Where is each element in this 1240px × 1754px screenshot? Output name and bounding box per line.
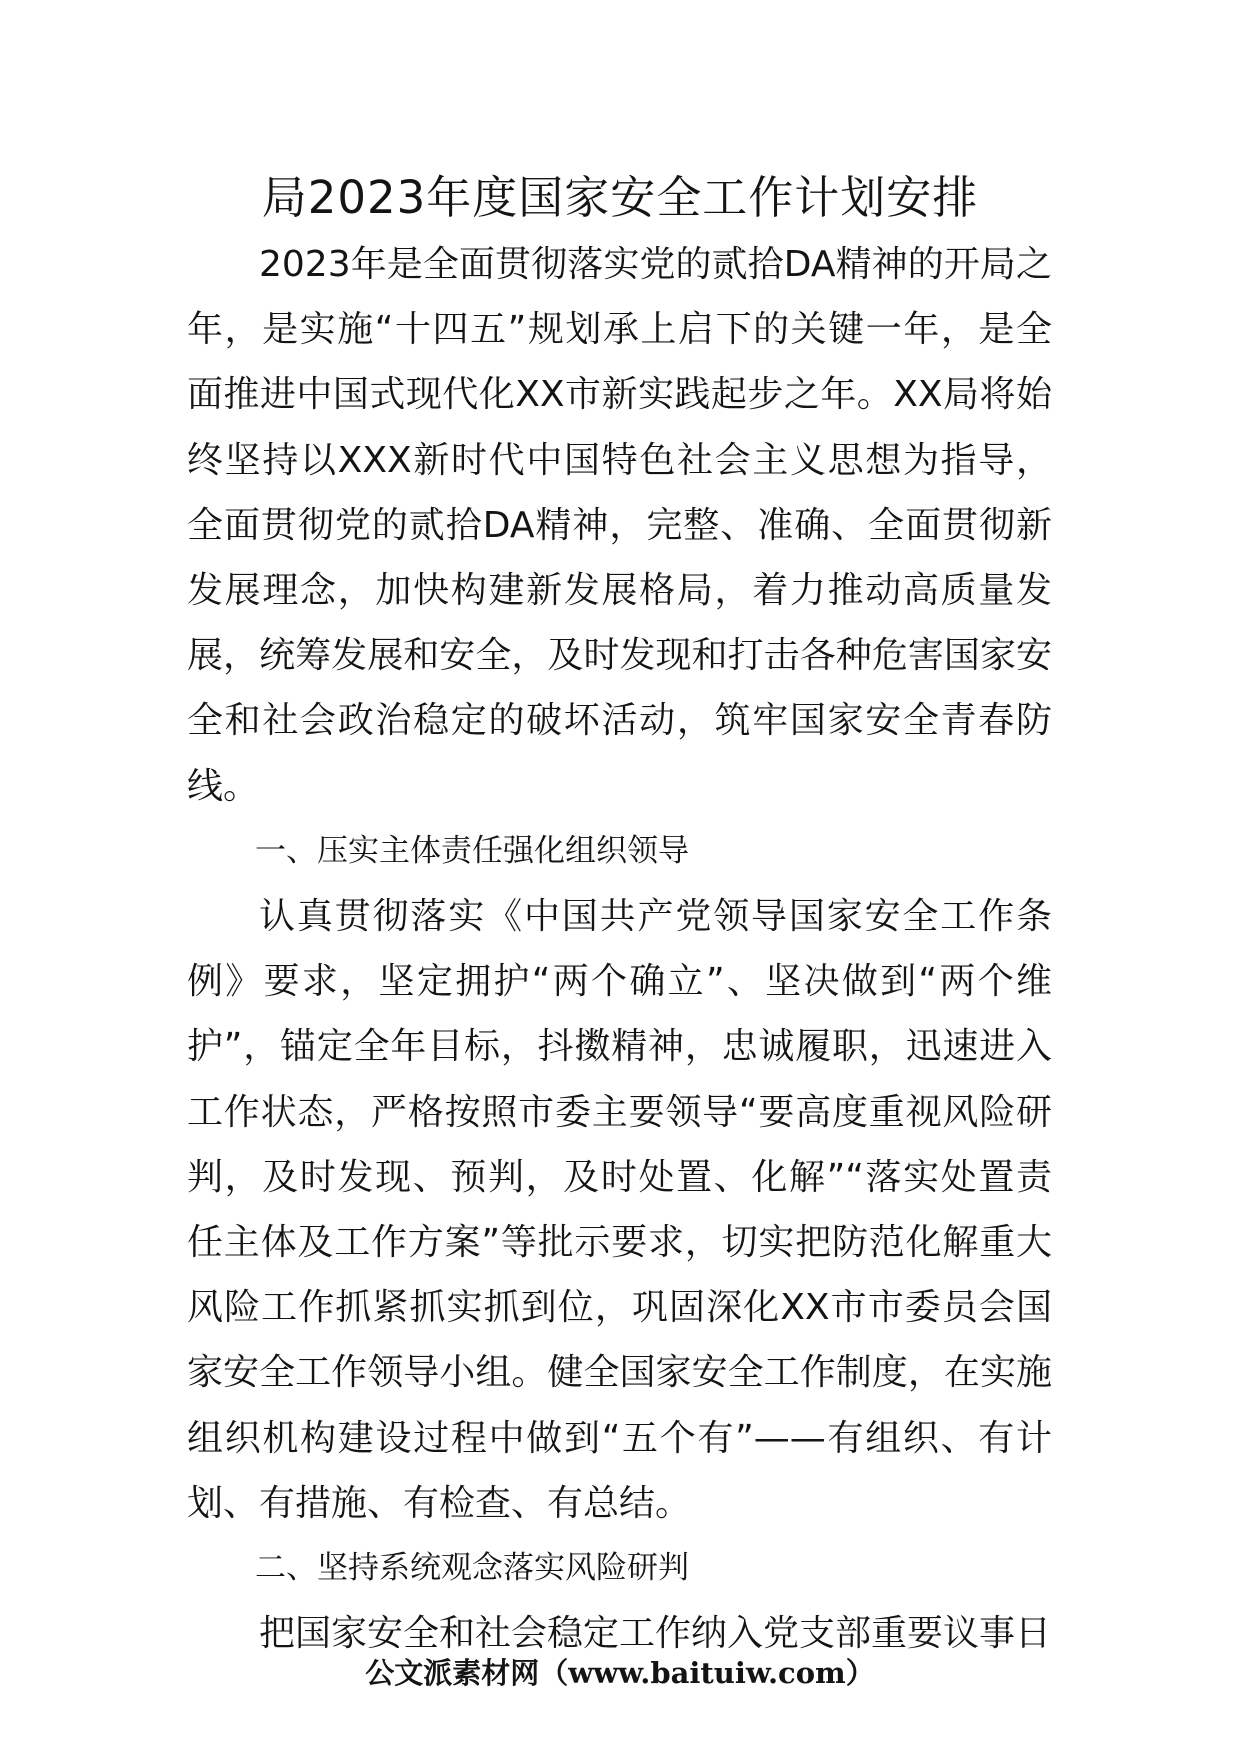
paragraph-intro: 2023年是全面贯彻落实党的贰拾DA精神的开局之年，是实施“十四五”规划承上启下的关键一年，是全面推进中国式现代化XX市新实践起步之年。XX局将始终坚持以XXX新时代中国特色社会主义思想为指导，全面贯彻党的贰拾DA精神，完整、准确、全面贯彻新发展理念，加快构建新发展格局，着力推动高质量发展，统筹发展和安全，及时发现和打击各种危害国家安全和社会政治稳定的破坏活动，筑牢国家安全青春防线。 — [187, 244, 1052, 807]
paragraph-section-2: 把国家安全和社会稳定工作纳入党支部重要议事日 — [259, 1613, 1052, 1655]
document-title: 局2023年度国家安全工作计划安排 — [261, 171, 979, 224]
section-heading-2: 二、坚持系统观念落实风险研判 — [255, 1550, 689, 1587]
paragraph-section-1: 认真贯彻落实《中国共产党领导国家安全工作条例》要求，坚定拥护“两个确立”、坚决做到“两个维护”，锚定全年目标，抖擞精神，忠诚履职，迅速进入工作状态，严格按照市委主要领导“要高度重视风险研判，及时发现、预判，及时处置、化解”“落实处置责任主体及工作方案”等批示要求，切实把防范化解重大风险工作抓紧抓实抓到位，巩固深化XX市市委员会国家安全工作领导小组。健全国家安全工作制度，在实施组织机构建设过程中做到“五个有”——有组织、有计划、有措施、有检查、有总结。 — [187, 896, 1052, 1524]
footer-watermark: 公文派素材网（www.baituiw.com） — [365, 1656, 875, 1690]
section-heading-1: 一、压实主体责任强化组织领导 — [255, 832, 689, 869]
document-body — [187, 232, 1052, 1666]
